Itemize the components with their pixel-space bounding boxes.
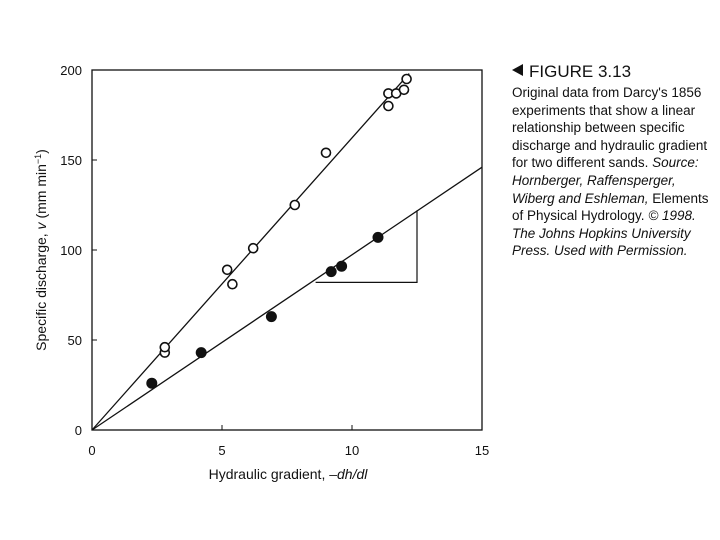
plot-border [92,70,482,430]
y-tick-label: 100 [60,243,82,258]
y-tick-label: 150 [60,153,82,168]
x-tick-label: 5 [218,443,226,458]
filled-data-point [147,378,157,388]
x-tick-label: 15 [474,443,490,458]
open-data-point [160,343,169,352]
open-data-point [228,280,237,289]
x-axis-title: Hydraulic gradient, –dh/dl [208,466,368,482]
caption-body: Original data from Darcy's 1856 experiments that show a linear relationship between specific discharge and hydraulic gradient for two different sands. [512,85,708,171]
fit-line-2 [92,167,482,430]
figure-label: FIGURE 3.13 [529,62,632,81]
caption-authors: Hornberger, Raffensperger, Wiberg and Eshleman, [512,172,676,206]
left-arrow-icon [512,64,523,76]
filled-data-point [373,232,383,242]
filled-data-point [326,267,336,277]
figure-caption [512,62,717,260]
y-tick-label: 50 [67,333,82,348]
caption-source-label: Source: [652,155,699,171]
x-tick-label: 0 [88,443,96,458]
open-data-point [223,265,232,274]
y-tick-label: 0 [74,423,82,438]
open-data-point [290,201,299,210]
filled-data-point [196,348,206,358]
y-tick-label: 200 [60,63,82,78]
y-axis-title: Specific discharge, v (mm $\min^{-1}$) [33,149,49,351]
caption-copyright: © 1998. The Johns Hopkins University Press. Used with Permission. [512,208,696,259]
open-data-point [249,244,258,253]
open-data-point [400,85,409,94]
open-data-point [322,148,331,157]
data-markers [147,75,411,389]
filled-data-point [337,261,347,271]
caption-text [512,84,717,260]
plot-area [92,70,482,430]
x-tick-label: 10 [344,443,360,458]
filled-data-point [266,312,276,322]
open-data-point [384,102,393,111]
open-data-point [402,75,411,84]
fit-lines [92,74,482,430]
figure-heading [512,62,717,82]
caption-book: Elements of Physical Hydrology. [512,190,709,224]
